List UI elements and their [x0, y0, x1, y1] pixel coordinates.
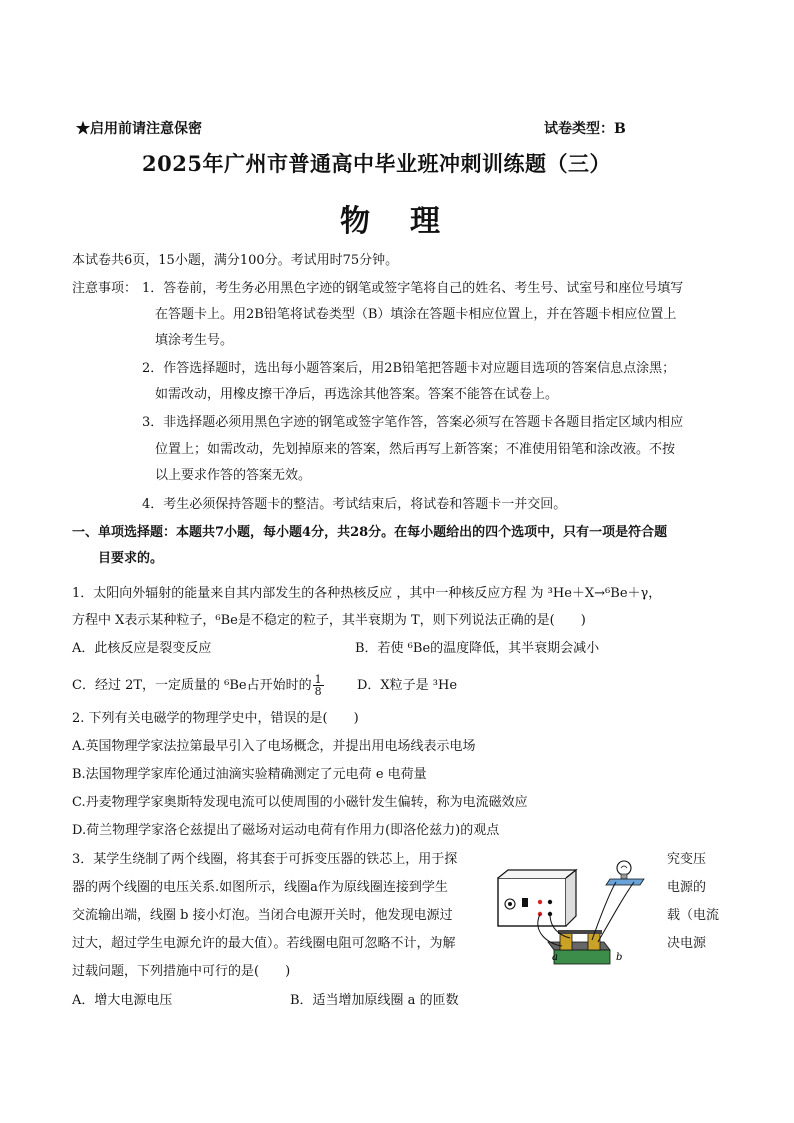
- q3-option-a: A．增大电源电压: [72, 993, 173, 1008]
- q3-stem-line-3: 交流输出端，线圈 b 接小灯泡。当闭合电源开关时，他发现电源过: [72, 908, 453, 923]
- q1-option-d: D．X粒子是 ³He: [357, 678, 458, 693]
- section-1-heading-cont: 目要求的。: [98, 551, 164, 566]
- coil-b-label: b: [616, 952, 623, 963]
- q1-option-a: A．此核反应是裂变反应: [72, 641, 212, 656]
- q2-option-b: B.法国物理学家库伦通过油滴实验精确测定了元电荷 e 电荷量: [72, 767, 427, 782]
- q1-option-c-text: C．经过 2T，一定质量的 ⁶Be占开始时的: [72, 678, 312, 693]
- q2-option-a: A.英国物理学家法拉第最早引入了电场概念，并提出用电场线表示电场: [72, 739, 476, 754]
- q1-option-b: B．若使 ⁶Be的温度降低，其半衰期会减小: [355, 641, 600, 656]
- q3-stem-line-5: 过载问题，下列措施中可行的是( ): [72, 964, 291, 979]
- power-supply-icon: [498, 870, 576, 926]
- transformer-circuit-figure: [492, 852, 660, 970]
- note-2-line-2: 如需改动，用橡皮擦干净后，再选涂其他答案。答案不能答在试卷上。: [155, 387, 559, 402]
- q1-stem-line-2: 方程中 X表示某种粒子，⁶Be是不稳定的粒子，其半衰期为 T，则下列说法正确的是( ): [72, 613, 586, 628]
- note-3-line-2: 位置上；如需改动，先划掉原来的答案，然后再写上新答案；不准使用铅笔和涂改液。不按: [155, 442, 676, 457]
- paper-type-label: 试卷类型：B: [544, 121, 626, 137]
- note-3-line-3: 以上要求作答的答案无效。: [155, 468, 312, 483]
- section-1-heading: 一、单项选择题：本题共7小题，每小题4分，共28分。在每小题给出的四个选项中，只有一项是符合题: [72, 525, 668, 540]
- q2-stem: 2. 下列有关电磁学的物理学史中，错误的是( ): [72, 711, 359, 726]
- intro-text: 本试卷共6页，15小题，满分100分。考试用时75分钟。: [72, 253, 399, 268]
- notes-label: 注意事项：: [72, 281, 138, 296]
- q3-stem-line-1: 3．某学生绕制了两个线圈，将其套于可拆变压器的铁芯上，用于探: [72, 852, 458, 867]
- q3-stem-line-4: 过大，超过学生电源允许的最大值）。若线圈电阻可忽略不计，为解: [72, 936, 456, 951]
- note-4-line-1: 4．考生必须保持答题卡的整洁。考试结束后，将试卷和答题卡一并交回。: [142, 497, 567, 512]
- note-1-line-1: 1．答卷前，考生务必用黑色字迹的钢笔或签字笔将自己的姓名、考生号、试室号和座位号填写: [142, 281, 684, 296]
- coil-a-label: a: [552, 952, 558, 963]
- exam-title: 2025年广州市普通高中毕业班冲刺训练题（三）: [142, 151, 611, 176]
- q3-stem-line-2-right: 电源的: [667, 880, 707, 895]
- note-1-line-2: 在答题卡上。用2B铅笔将试卷类型（B）填涂在答题卡相应位置上，并在答题卡相应位置上: [155, 307, 677, 322]
- note-3-line-1: 3．非选择题必须用黑色字迹的钢笔或签字笔作答，答案必须写在答题卡各题目指定区域内相应: [142, 415, 684, 430]
- fraction-denominator: 8: [314, 685, 322, 698]
- fraction-one-eighth: [313, 674, 324, 697]
- subject-title: 物理: [340, 204, 480, 239]
- q3-stem-line-4-right: 决电源: [667, 936, 707, 951]
- q3-stem-line-2: 器的两个线圈的电压关系.如图所示，线圈a作为原线圈连接到学生: [72, 880, 448, 895]
- q2-option-c: C.丹麦物理学家奥斯特发现电流可以使周围的小磁针发生偏转，称为电流磁效应: [72, 795, 528, 810]
- q1-option-c: [72, 674, 325, 697]
- q2-option-d: D.荷兰物理学家洛仑兹提出了磁场对运动电荷有作用力(即洛伦兹力)的观点: [72, 823, 500, 838]
- note-2-line-1: 2．作答选择题时，选出每小题答案后，用2B铅笔把答题卡对应题目选项的答案信息点涂黑；: [142, 361, 676, 376]
- q3-option-b: B．适当增加原线圈 a 的匝数: [290, 993, 459, 1008]
- confidential-label: ★启用前请注意保密: [76, 121, 202, 137]
- q3-stem-line-3-right: 载（电流: [667, 908, 720, 923]
- q3-stem-line-1-right: 究变压: [667, 852, 707, 867]
- note-1-line-3: 填涂考生号。: [155, 333, 234, 348]
- light-bulb-icon: [606, 861, 644, 885]
- fraction-numerator: 1: [314, 673, 322, 686]
- q1-stem-line-1: 1．太阳向外辐射的能量来自其内部发生的各种热核反应 ，其中一种核反应方程 为 ³He＋X→⁶Be＋γ，: [72, 586, 662, 601]
